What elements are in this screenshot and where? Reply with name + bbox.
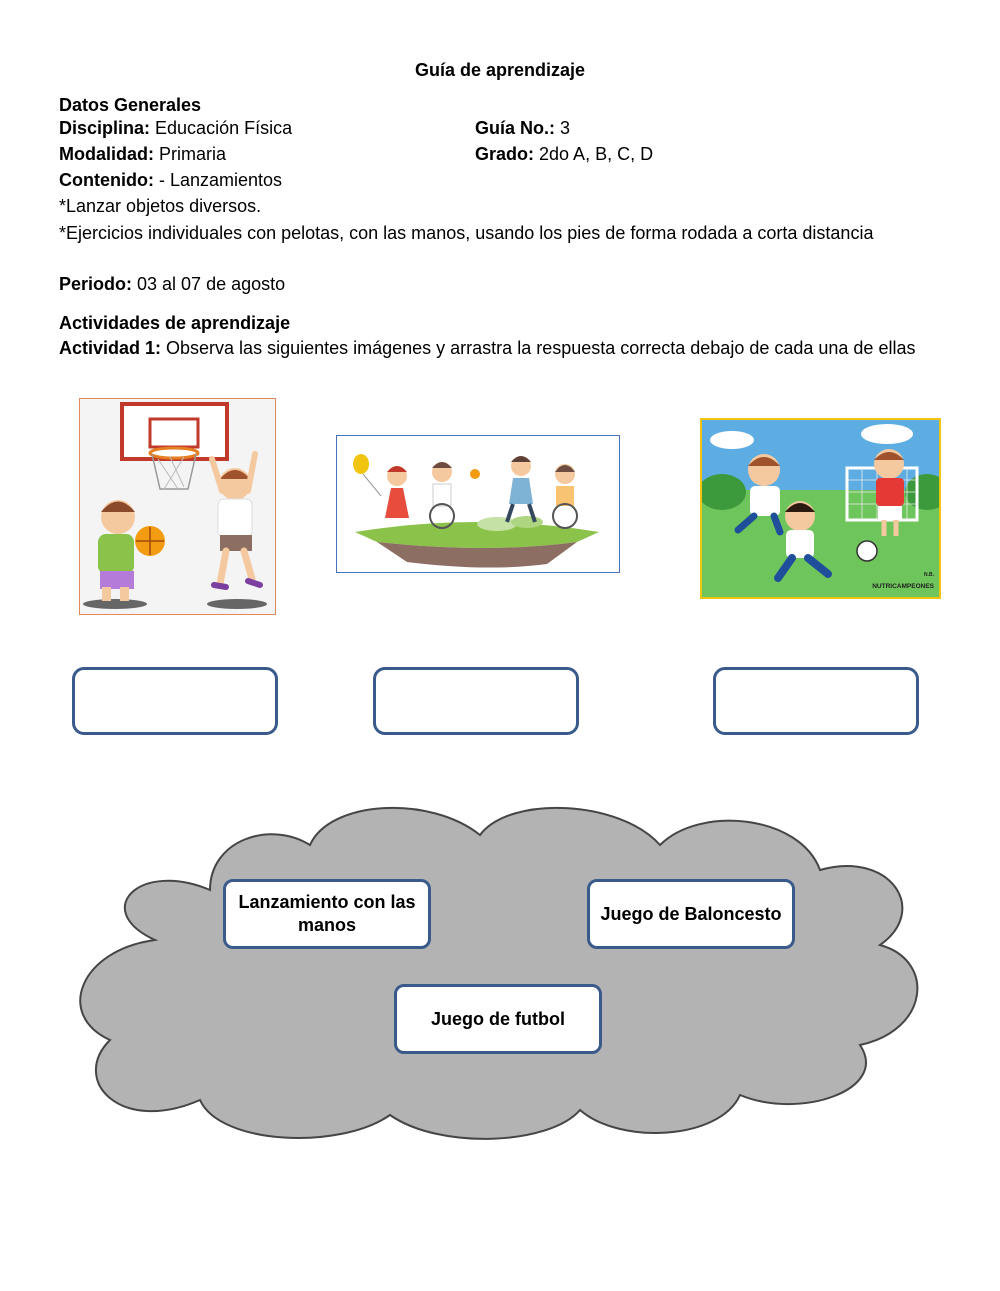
grado-row <box>475 141 653 167</box>
contenido-label: Contenido: <box>59 170 154 190</box>
section-heading: Datos Generales <box>59 95 202 115</box>
contenido-row <box>59 167 282 193</box>
image-watermark: N.B. <box>924 572 934 578</box>
activities-heading: Actividades de aprendizaje <box>59 313 291 333</box>
answer-baloncesto[interactable] <box>587 879 795 949</box>
drop-target-2[interactable] <box>373 667 579 735</box>
content-item-1: *Lanzar objetos diversos. <box>59 196 262 216</box>
periodo-label: Periodo: <box>59 274 133 294</box>
drop-target-3[interactable] <box>713 667 919 735</box>
disciplina-value: Educación Física <box>150 118 293 138</box>
modalidad-row <box>59 141 226 167</box>
grado-value: 2do A, B, C, D <box>534 144 654 164</box>
grado-label: Grado: <box>475 144 535 164</box>
guia-value: 3 <box>555 118 571 138</box>
answer-baloncesto-label: Juego de Baloncesto <box>600 903 782 924</box>
contenido-value: - Lanzamientos <box>153 170 283 190</box>
answer-cloud <box>60 800 930 1145</box>
disciplina-label: Disciplina: <box>59 118 151 138</box>
drop-target-1[interactable] <box>72 667 278 735</box>
answer-lanzamiento-manos[interactable] <box>223 879 431 949</box>
guia-row <box>475 115 570 141</box>
activity-1-instructions <box>59 336 929 360</box>
page-title: Guía de aprendizaje <box>414 60 586 80</box>
answer-futbol[interactable] <box>394 984 602 1054</box>
answer-futbol-label: Juego de futbol <box>431 1008 565 1029</box>
activity-1-text: Observa las siguientes imágenes y arrastra la respuesta correcta debajo de cada una de ellas <box>161 338 916 358</box>
guia-label: Guía No.: <box>475 118 555 138</box>
answer-lanzamiento-manos-label: Lanzamiento con las manos <box>238 892 416 935</box>
image-caption: NUTRICAMPEONES <box>872 583 934 590</box>
content-item-2: *Ejercicios individuales con pelotas, con las manos, usando los pies de forma rodada a corta distancia <box>59 223 874 243</box>
activity-1-label: Actividad 1: <box>59 338 162 358</box>
soccer-kids-image <box>700 418 941 599</box>
kids-wheelchair-play-image <box>336 435 620 573</box>
periodo-row <box>59 271 285 297</box>
modalidad-value: Primaria <box>154 144 227 164</box>
modalidad-label: Modalidad: <box>59 144 154 164</box>
periodo-value: 03 al 07 de agosto <box>132 274 286 294</box>
disciplina-row <box>59 115 292 141</box>
basketball-kids-image <box>79 398 276 615</box>
